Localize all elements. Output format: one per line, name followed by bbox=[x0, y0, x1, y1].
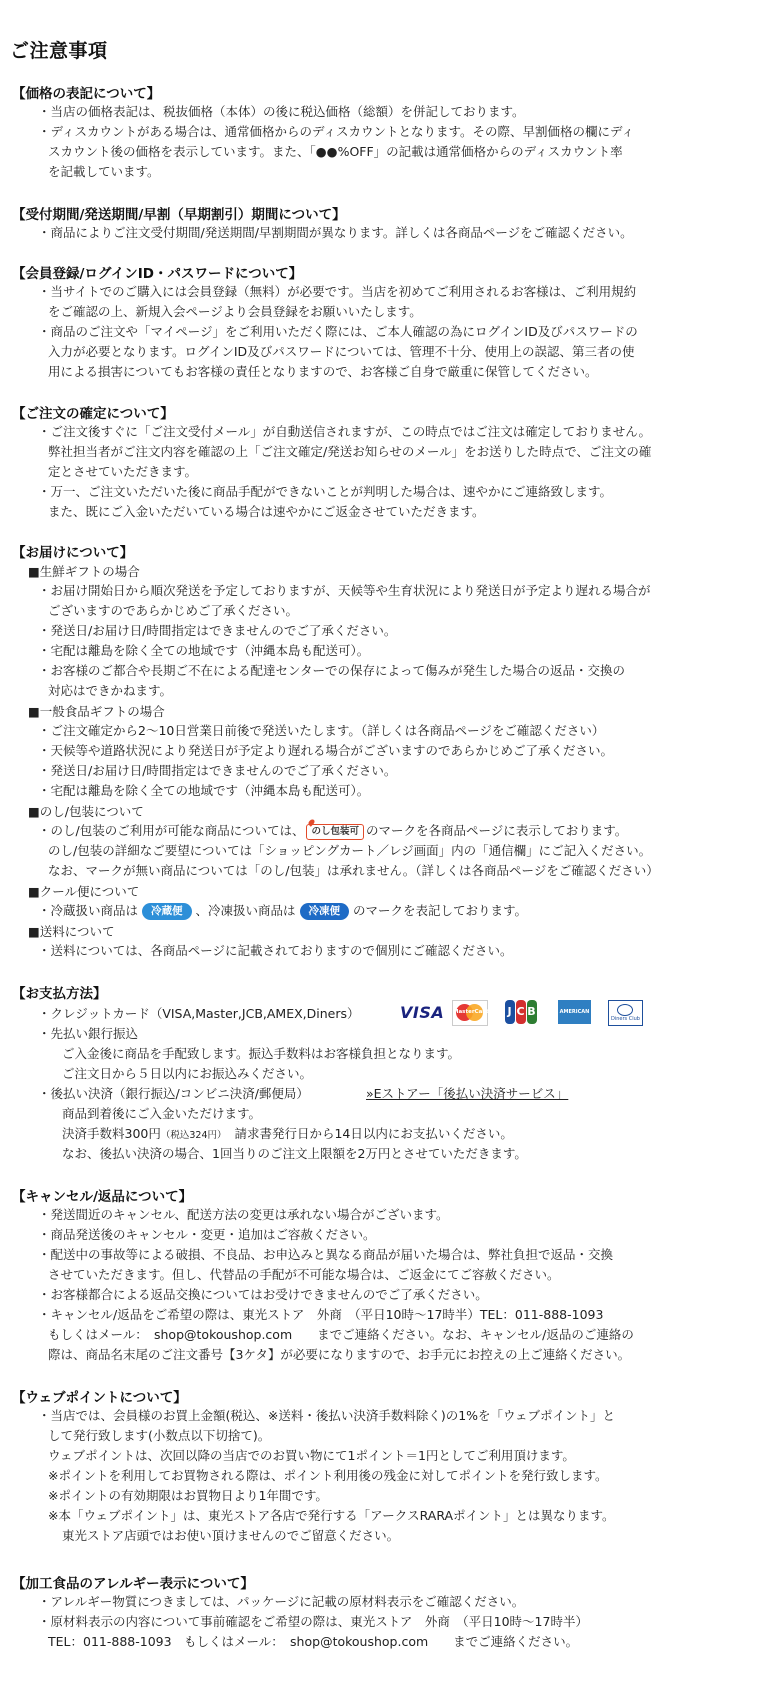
general-line: ・天候等や道路状況により発送日が予定より遅れる場合がございますのであらかじめご了承ください。 bbox=[38, 743, 614, 758]
credit-card-line: ・クレジットカード（VISA,Master,JCB,AMEX,Diners） bbox=[38, 1006, 360, 1021]
price-line: ・当店の価格表記は、税抜価格（本体）の後に税込価格（総額）を併記しております。 bbox=[38, 104, 525, 119]
period-line: ・商品によりご注文受付期間/発送期間/早割期間が異なります。詳しくは各商品ページをご確認ください。 bbox=[38, 225, 633, 240]
section-title-cancel: 【キャンセル/返品について】 bbox=[12, 1189, 193, 1205]
noshi-line bbox=[38, 822, 627, 840]
points-line: ウェブポイントは、次回以降の当店でのお買い物にて1ポイント＝1円としてご利用頂けます。 bbox=[48, 1448, 575, 1463]
section-title-price: 【価格の表記について】 bbox=[12, 86, 161, 102]
section-title-delivery: 【お届けについて】 bbox=[12, 545, 134, 561]
member-line: ・商品のご注文や「マイページ」をご利用いただく際には、ご本人確認の為にログインID及びパスワードの bbox=[38, 324, 638, 339]
points-line: して発行致します(小数点以下切捨て)。 bbox=[48, 1428, 271, 1443]
noshi-mark-badge: のし包装可 bbox=[306, 824, 364, 840]
points-line: 東光ストア店頭ではお使い頂けませんのでご留意ください。 bbox=[62, 1528, 400, 1543]
order-line: ・万一、ご注文いただいた後に商品手配ができないことが判明した場合は、速やかにご連絡致します。 bbox=[38, 484, 613, 499]
cancel-line: させていただきます。但し、代替品の手配が不可能な場合は、ご返金にてご容赦ください。 bbox=[48, 1267, 560, 1282]
cancel-line: ・発送間近のキャンセル、配送方法の変更は承れない場合がございます。 bbox=[38, 1207, 449, 1222]
diners-label: Diners Club bbox=[611, 1016, 640, 1022]
jcb-j: J bbox=[505, 1000, 515, 1024]
diners-logo bbox=[608, 1000, 643, 1026]
cancel-line: ・お客様都合による返品交換についてはお受けできませんのでご了承ください。 bbox=[38, 1287, 488, 1302]
postpay-heading: ・後払い決済（銀行振込/コンビニ決済/郵便局） bbox=[38, 1086, 309, 1101]
cool-text-post: のマークを表記しております。 bbox=[353, 903, 528, 918]
member-line: をご確認の上、新規入会ページより会員登録をお願いいたします。 bbox=[48, 304, 422, 319]
points-line: ※ポイントの有効期限はお買物日より1年間です。 bbox=[48, 1488, 328, 1503]
general-line: ・発送日/お届け日/時間指定はできませんのでご了承ください。 bbox=[38, 763, 397, 778]
member-line: ・当サイトでのご購入には会員登録（無料）が必要です。当店を初めてご利用されるお客様は、ご利用規約 bbox=[38, 284, 637, 299]
section-title-period: 【受付期間/発送期間/早割（早期割引）期間について】 bbox=[12, 207, 346, 223]
jcb-c: C bbox=[516, 1000, 526, 1024]
points-line: ・当店では、会員様のお買上金額(税込、※送料・後払い決済手数料除く)の1%を「ウェブポイント」と bbox=[38, 1408, 616, 1423]
jcb-b: B bbox=[527, 1000, 537, 1024]
noshi-text-pre: ・のし/包装のご利用が可能な商品については、 bbox=[38, 823, 305, 838]
order-line: 定とさせていただきます。 bbox=[48, 464, 198, 479]
member-line: 入力が必要となります。ログインID及びパスワードについては、管理不十分、使用上の誤認、第三者の使 bbox=[48, 344, 635, 359]
section-title-order: 【ご注文の確定について】 bbox=[12, 406, 174, 422]
general-line: ・ご注文確定から2〜10日営業日前後で発送いたします。（詳しくは各商品ページをご確認ください） bbox=[38, 723, 605, 738]
member-line: 用による損害についてもお客様の責任となりますので、お客様ご自身で厳重に保管してください。 bbox=[48, 364, 598, 379]
cool-text-mid: 、冷凍扱い商品は bbox=[195, 903, 296, 918]
cool-line bbox=[38, 902, 527, 920]
allergy-line: ・原材料表示の内容について事前確認をご希望の際は、東光ストア 外商 （平日10時〜17時半） bbox=[38, 1614, 588, 1629]
order-line: また、既にご入金いただいている場合は速やかにご返金させていただきます。 bbox=[48, 504, 485, 519]
postpay-line: なお、後払い決済の場合、1回当りのご注文上限額を2万円とさせていただきます。 bbox=[62, 1146, 527, 1161]
section-title-points: 【ウェブポイントについて】 bbox=[12, 1390, 187, 1406]
noshi-heading: ■のし/包装について bbox=[28, 804, 144, 819]
cancel-line: 際は、商品名末尾のご注文番号【3ケタ】が必要になりますので、お手元にお控えの上ご連絡ください。 bbox=[48, 1347, 631, 1362]
general-gift-heading: ■一般食品ギフトの場合 bbox=[28, 704, 165, 719]
section-title-allergy: 【加工食品のアレルギー表示について】 bbox=[12, 1576, 254, 1592]
amex-logo: AMERICAN EXPRESS bbox=[558, 1000, 591, 1024]
order-line: 弊社担当者がご注文内容を確認の上「ご注文確定/発送お知らせのメール」をお送りした時点で、ご注文の確 bbox=[48, 444, 652, 459]
mastercard-label: MasterCard bbox=[453, 1009, 489, 1015]
prepay-line: ご入金後に商品を手配致します。振込手数料はお客様負担となります。 bbox=[62, 1046, 461, 1061]
shipping-heading: ■送料について bbox=[28, 924, 115, 939]
price-line: を記載しています。 bbox=[48, 164, 160, 179]
postpay-line: 商品到着後にご入金いただけます。 bbox=[62, 1106, 262, 1121]
allergy-line: TEL：011-888-1093 もしくはメール： shop@tokoushop.com までご連絡ください。 bbox=[48, 1634, 579, 1649]
prepay-line: ご注文日から５日以内にお振込みください。 bbox=[62, 1066, 313, 1081]
page-title: ご注意事項 bbox=[10, 40, 108, 62]
section-title-member: 【会員登録/ログインID・パスワードについて】 bbox=[12, 266, 303, 282]
fresh-line: ・お客様のご都合や長期ご不在による配達センターでの保存によって傷みが発生した場合の返品・交換の bbox=[38, 663, 626, 678]
section-title-payment: 【お支払方法】 bbox=[12, 986, 107, 1002]
visa-logo: VISA bbox=[400, 1003, 445, 1022]
fresh-line: ・お届け開始日から順次発送を予定しておりますが、天候等や生育状況により発送日が予定より遅れる場合が bbox=[38, 583, 651, 598]
refrigerated-badge: 冷蔵便 bbox=[142, 903, 192, 920]
price-line: ・ディスカウントがある場合は、通常価格からのディスカウントとなります。その際、早割価格の欄にディ bbox=[38, 124, 635, 139]
noshi-text-post: のマークを各商品ページに表示しております。 bbox=[365, 823, 628, 838]
noshi-line: のし/包装の詳細なご要望については「ショッピングカート／レジ画面」内の「通信欄」にご記入ください。 bbox=[48, 843, 652, 858]
jcb-logo bbox=[504, 1000, 537, 1024]
allergy-line: ・アレルギー物質につきましては、パッケージに記載の原材料表示をご確認ください。 bbox=[38, 1594, 525, 1609]
postpay-fee-tax: （税込324円） bbox=[160, 1130, 227, 1141]
fresh-line: ・発送日/お届け日/時間指定はできませんのでご了承ください。 bbox=[38, 623, 397, 638]
mastercard-logo bbox=[452, 1000, 488, 1026]
fresh-gift-heading: ■生鮮ギフトの場合 bbox=[28, 564, 140, 579]
points-line: ※本「ウェブポイント」は、東光ストア各店で発行する「アークスRARAポイント」とは異なります。 bbox=[48, 1508, 615, 1523]
order-line: ・ご注文後すぐに「ご注文受付メール」が自動送信されますが、この時点ではご注文は確定しておりません。 bbox=[38, 424, 652, 439]
noshi-line: なお、マークが無い商品については「のし/包装」は承れません。（詳しくは各商品ページをご確認ください） bbox=[48, 863, 659, 878]
fresh-line: ございますのであらかじめご了承ください。 bbox=[48, 603, 299, 618]
postpay-fee: 決済手数料300円 bbox=[62, 1126, 161, 1141]
cool-text-pre: ・冷蔵扱い商品は bbox=[38, 903, 139, 918]
price-line: スカウント後の価格を表示しています。また、「●●%OFF」の記載は通常価格からのディスカウント率 bbox=[48, 144, 623, 159]
prepay-heading: ・先払い銀行振込 bbox=[38, 1026, 139, 1041]
cool-heading: ■クール便について bbox=[28, 884, 140, 899]
postpay-fee-line bbox=[62, 1125, 513, 1145]
general-line: ・宅配は離島を除く全ての地域です（沖縄本島も配送可）。 bbox=[38, 783, 370, 798]
points-line: ※ポイントを利用してお買物される際は、ポイント利用後の残金に対してポイントを発行致します。 bbox=[48, 1468, 608, 1483]
postpay-fee-rest: 請求書発行日から14日以内にお支払いください。 bbox=[234, 1126, 513, 1141]
shipping-line: ・送料については、各商品ページに記載されておりますので個別にご確認ください。 bbox=[38, 943, 513, 958]
cancel-line: ・配送中の事故等による破損、不良品、お申込みと異なる商品が届いた場合は、弊社負担で返品・交換 bbox=[38, 1247, 614, 1262]
cancel-line: ・キャンセル/返品をご希望の際は、東光ストア 外商 （平日10時〜17時半）TEL：011-888-1093 bbox=[38, 1307, 604, 1322]
frozen-badge: 冷凍便 bbox=[300, 903, 350, 920]
postpay-service-link[interactable]: »Eストアー「後払い決済サービス」 bbox=[366, 1086, 569, 1101]
cancel-line: ・商品発送後のキャンセル・変更・追加はご容赦ください。 bbox=[38, 1227, 376, 1242]
fresh-line: ・宅配は離島を除く全ての地域です（沖縄本島も配送可）。 bbox=[38, 643, 370, 658]
fresh-line: 対応はできかねます。 bbox=[48, 683, 173, 698]
cancel-line: もしくはメール： shop@tokoushop.com までご連絡ください。なお、キャンセル/返品のご連絡の bbox=[48, 1327, 634, 1342]
